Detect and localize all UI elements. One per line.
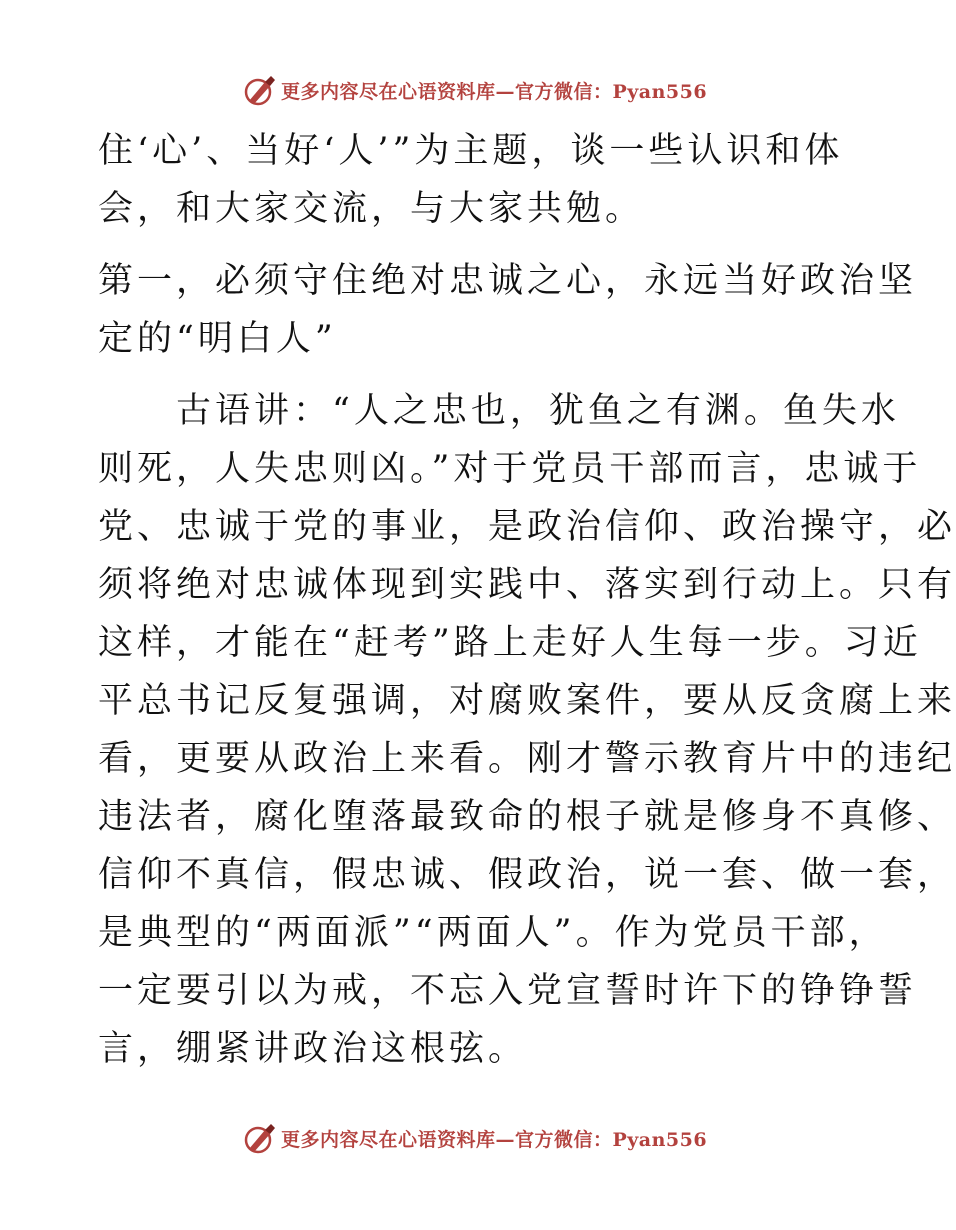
text-line: 信仰不真信，假忠诚、假政治，说一套、做一套， <box>98 855 956 895</box>
header-banner <box>0 70 950 110</box>
document-body <box>98 122 956 1078</box>
text-line: 这样，才能在“赶考”路上走好人生每一步。习近 <box>98 623 922 663</box>
text-line: 会，和大家交流，与大家共勉。 <box>98 189 645 229</box>
text-line: 须将绝对忠诚体现到实践中、落实到行动上。只有 <box>98 565 956 605</box>
text-line: 平总书记反复强调，对腐败案件，要从反贪腐上来 <box>98 681 956 721</box>
text-line: 看，更要从政治上来看。刚才警示教育片中的违纪 <box>98 739 956 779</box>
banner-text: 更多内容尽在心语资料库—官方微信：Pyan556 <box>280 1128 708 1151</box>
text-line: 住‘心’、当好‘人’”为主题，谈一些认识和体 <box>98 131 844 171</box>
section-heading-line: 第一，必须守住绝对忠诚之心，永远当好政治坚 <box>98 261 918 301</box>
footer-banner <box>0 1118 950 1158</box>
banner-text: 更多内容尽在心语资料库—官方微信：Pyan556 <box>280 80 708 103</box>
text-line: 是典型的“两面派”“两面人”。作为党员干部， <box>98 913 888 953</box>
text-line: 违法者，腐化堕落最致命的根子就是修身不真修、 <box>98 797 956 837</box>
text-line: 则死，人失忠则凶。”对于党员干部而言，忠诚于 <box>98 449 922 489</box>
section-heading-line: 定的“明白人” <box>98 319 337 359</box>
text-line: 古语讲：“人之忠也，犹鱼之有渊。鱼失水 <box>98 391 900 431</box>
text-line: 党、忠诚于党的事业，是政治信仰、政治操守，必 <box>98 507 956 547</box>
pen-logo-icon <box>243 1121 277 1155</box>
text-line: 一定要引以为戒，不忘入党宣誓时许下的铮铮誓 <box>98 971 918 1011</box>
pen-logo-icon <box>243 73 277 107</box>
text-line: 言，绷紧讲政治这根弦。 <box>98 1029 528 1069</box>
